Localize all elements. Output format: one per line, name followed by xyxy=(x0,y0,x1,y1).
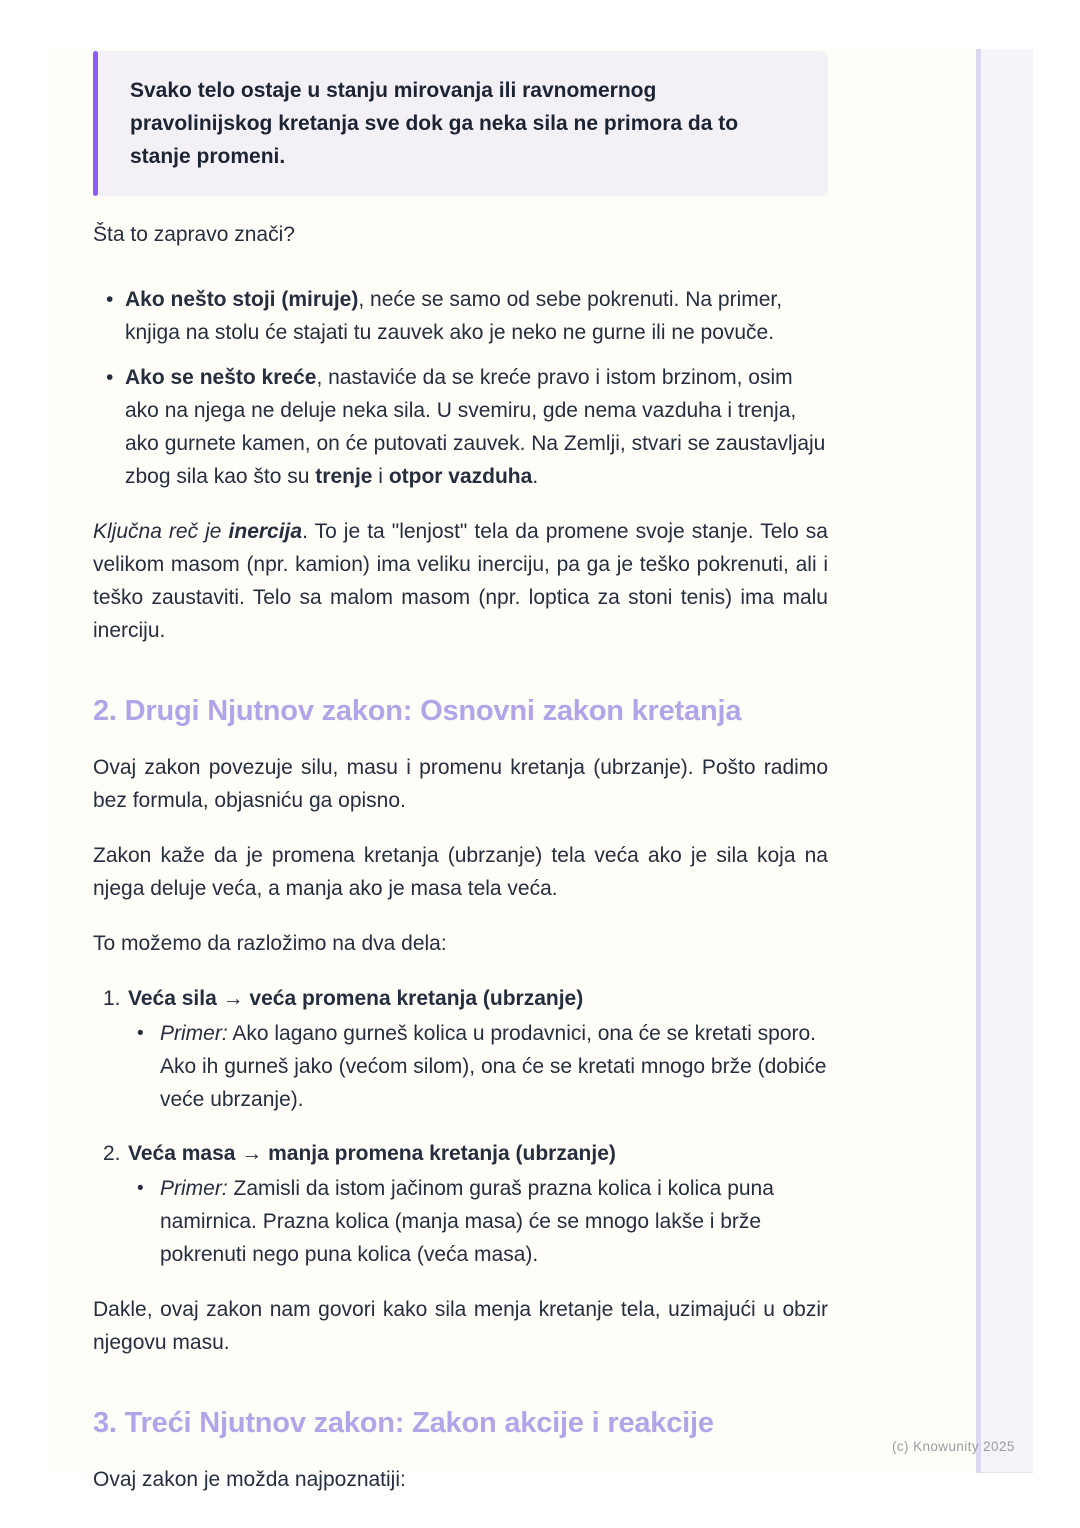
callout-text: Svako telo ostaje u stanju mirovanja ili ravnomernog pravolinijskog kretanja sve dok ga neka sila ne primora da to stanje promeni. xyxy=(130,79,739,168)
numbered-item xyxy=(93,1137,828,1271)
intro-question: Šta to zapravo znači? xyxy=(93,223,295,246)
second-law-paragraph-3: To možemo da razložimo na dva dela: xyxy=(93,932,447,955)
example-text: Primer: Ako lagano gurneš kolica u prodavnici, ona će se kretati sporo. Ako ih gurneš jako (većom silom), ona će se kretati mnogo brže (dobiće veće ubrzanje). xyxy=(160,1022,827,1111)
list-item-text: Ako nešto stoji (miruje), neće se samo od sebe pokrenuti. Na primer, knjiga na stolu će stajati tu zauvek ako je neko ne gurne ili ne povuče. xyxy=(125,288,783,344)
list-item-text: Ako se nešto kreće, nastaviće da se kreće pravo i istom brzinom, osim ako na njega ne deluje neka sila. U svemiru, gde nema vazduha i trenja, ako gurnete kamen, on će putovati zauvek. Na Zemlji, stvari se zaustavljaju zbog sila kao što su trenje i otpor vazduha. xyxy=(125,366,826,488)
bullet-icon: • xyxy=(106,366,114,389)
bullet-icon: • xyxy=(106,288,114,311)
example-sublist xyxy=(93,1017,828,1116)
numbered-item-title-row xyxy=(93,1137,828,1170)
third-law-paragraph: Ovaj zakon je možda najpoznatiji: xyxy=(93,1468,406,1491)
example-item xyxy=(93,1172,828,1271)
numbered-item xyxy=(93,982,828,1116)
numbered-item-title-row xyxy=(93,982,828,1015)
item-number: 1. xyxy=(103,987,121,1010)
bullet-icon: • xyxy=(137,1178,144,1199)
document-page xyxy=(47,49,976,1491)
numbered-item-title: Veća masa → manja promena kretanja (ubrzanje) xyxy=(128,1142,616,1165)
second-law-paragraph-2: Zakon kaže da je promena kretanja (ubrzanje) tela veća ako je sila koja na njega deluje veća, a manja ako je masa tela veća. xyxy=(93,844,828,900)
second-law-numbered-list xyxy=(93,982,828,1271)
example-item xyxy=(93,1017,828,1116)
second-law-heading: 2. Drugi Njutnov zakon: Osnovni zakon kretanja xyxy=(93,695,742,727)
document-content xyxy=(93,51,828,1496)
second-law-paragraph-1: Ovaj zakon povezuje silu, masu i promenu kretanja (ubrzanje). Pošto radimo bez formula, objasniću ga opisno. xyxy=(93,756,828,812)
list-item xyxy=(93,361,828,493)
third-law-heading: 3. Treći Njutnov zakon: Zakon akcije i reakcije xyxy=(93,1407,714,1439)
inertia-paragraph: Ključna reč je inercija. To je ta "lenjost" tela da promene svoje stanje. Telo sa velikom masom (npr. kamion) ima veliku inerciju, pa ga je teško pokrenuti, ali i teško zaustaviti. Telo sa malom masom (npr. loptica za stoni tenis) ima malu inerciju. xyxy=(93,520,828,642)
callout-accent-bar xyxy=(93,51,98,196)
numbered-item-title: Veća sila → veća promena kretanja (ubrzanje) xyxy=(128,987,584,1010)
item-number: 2. xyxy=(103,1142,121,1165)
first-law-list xyxy=(93,283,828,493)
bullet-icon: • xyxy=(137,1023,144,1044)
second-law-conclusion: Dakle, ovaj zakon nam govori kako sila menja kretanje tela, uzimajući u obzir njegovu masu. xyxy=(93,1298,828,1354)
list-item xyxy=(93,283,828,349)
first-law-callout xyxy=(93,51,828,196)
example-sublist xyxy=(93,1172,828,1271)
example-text: Primer: Zamisli da istom jačinom guraš prazna kolica i kolica puna namirnica. Prazna kolica (manja masa) će se mnogo lakše i brže pokrenuti nego puna kolica (veća masa). xyxy=(160,1177,774,1266)
page-edge-strip xyxy=(976,49,1033,1473)
watermark: (c) Knowunity 2025 xyxy=(892,1439,1015,1454)
